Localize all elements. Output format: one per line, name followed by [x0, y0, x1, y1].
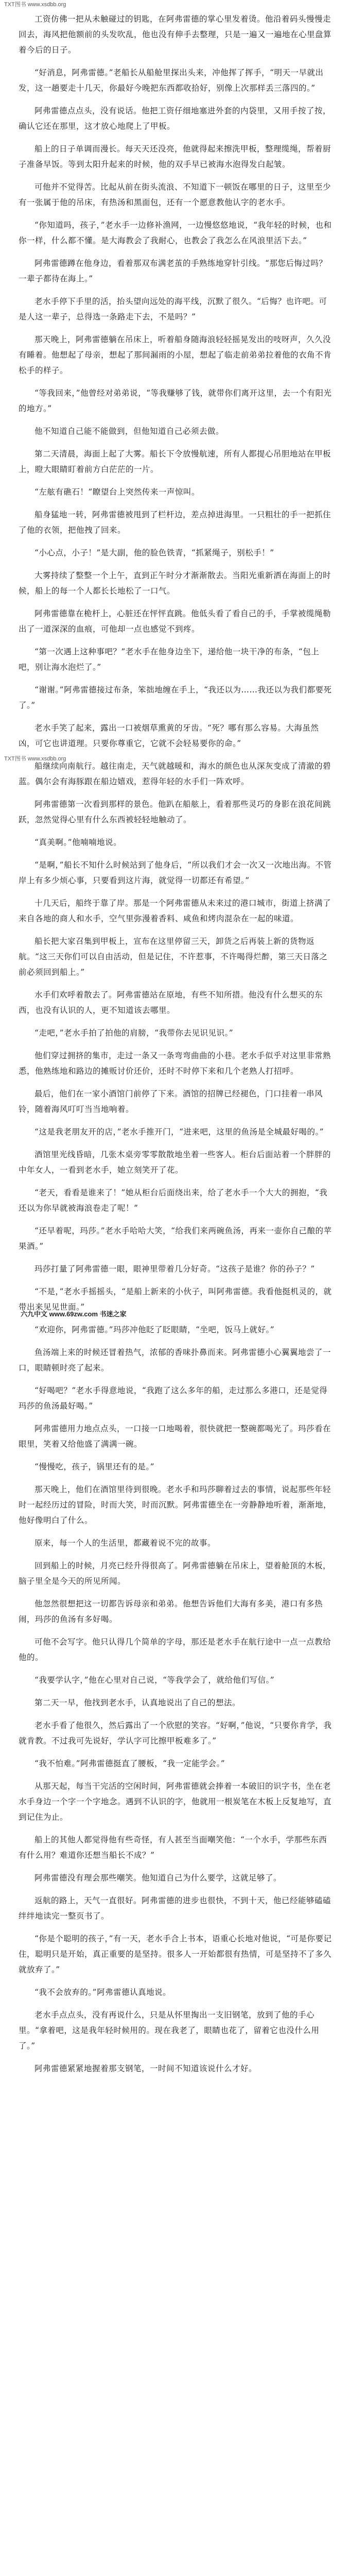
paragraph: “左舷有礁石！”瞭望台上突然传来一声惊叫。: [34, 487, 200, 497]
paragraph: 鱼汤端上来的时候还冒着热气，浓郁的香味扑鼻而来。阿弗雷德小心翼翼地尝了一口，眼睛顿时亮了起来。: [19, 1348, 331, 1372]
paragraph: 老水手停下手里的活，抬头望向远处的海平线，沉默了很久。“后悔？也许吧。可是人这一辈子，总得选一条路走下去，不是吗？”: [19, 297, 327, 321]
paragraph: 他忽然很想把这一切都告诉母亲和弟弟。他想告诉他们大海有多美，港口有多热闹，玛莎的鱼汤有多好喝。: [19, 1599, 323, 1624]
paragraph: 阿弗雷德靠在桅杆上，心脏还在怦怦直跳。他低头看了看自己的手，手掌被缆绳勒出了一道深深的血痕，可他却一点也感觉不到疼。: [19, 609, 331, 634]
paragraph: 老水手笑了起来，露出一口被烟草熏黄的牙齿。“死？哪有那么容易。大海虽然凶，可它也讲道理。只要你尊重它，它就不会轻易要你的命。”: [19, 723, 319, 748]
paragraph: 水手们欢呼着散去了。阿弗雷德站在原地，有些不知所措。他没有什么想买的东西，也没有认识的人，更不知道该去哪里。: [19, 990, 323, 1015]
paragraph: 阿弗雷德用力地点点头，一口接一口地喝着，很快就把一整碗都喝光了。玛莎看在眼里，笑着又给他盛了满满一碗。: [19, 1424, 331, 1449]
paragraph: “欢迎你，阿弗雷德。”玛莎冲他眨了眨眼睛，“坐吧，饭马上就好。”: [34, 1325, 275, 1334]
paragraph: 最后，他们在一家小酒馆门前停了下来。酒馆的招牌已经褪色，门口挂着一串风铃，随着海风叮叮当当地响着。: [19, 1089, 323, 1114]
paragraph: 第二天一早，他找到老水手，认真地说出了自己的想法。: [34, 1698, 241, 1707]
paragraph: “你是个聪明的孩子，”有一天，老水手合上书本，语重心长地对他说，“可是你要记住，聪明只是开始，真正重要的是坚持。很多人一开始都很有热情，可是坚持不了多久就放弃了。”: [19, 1934, 332, 1974]
paragraph: “是啊，”船长不知什么时候站到了他身后，“所以我们才会一次又一次地出海。不管岸上有多少烦心事，只要看到这片海，就觉得一切都还有希望。”: [19, 860, 332, 885]
paragraph: 船上的其他人都觉得他有些奇怪，有人甚至当面嘲笑他：“一个水手，学那些东西有什么用？难道你还想当船长不成？”: [19, 1835, 327, 1860]
paragraph: “慢慢吃，孩子，锅里还有的是。”: [34, 1462, 155, 1471]
paragraph: “你知道吗，孩子，”老水手一边修补渔网，一边慢悠悠地说，“我年轻的时候，也和你一样，什么都不懂。是大海教会了我耐心，也教会了我怎么在风浪里活下去。”: [19, 221, 332, 245]
paragraph: 可他并不觉得苦。比起从前在街头流浪、不知道下一顿饭在哪里的日子，这里至少有一张属于他的吊床，有热汤和黑面包，还有一个愿意教他认字的老水手。: [19, 182, 331, 207]
paragraph: “不是，”老水手摇摇头，“是船上新来的小伙子，叫阿弗雷德。我看他挺机灵的，就带出来见见世面。”: [19, 1287, 332, 1312]
paragraph: 船长把大家召集到甲板上，宣布在这里停留三天，卸货之后再装上新的货物返航。“这三天你们可以自由活动，但是记住，不许惹事，不许喝得烂醉，第三天日落之前必须回到船上。”: [19, 937, 328, 977]
paragraph: 原来，每一个人的生活里，都藏着说不完的故事。: [34, 1538, 216, 1548]
paragraph: 回到船上的时候，月亮已经升得很高了。阿弗雷德躺在吊床上，望着舱顶的木板，脑子里全是今天的所见所闻。: [19, 1561, 331, 1586]
paragraph: “第一次遇上这种事吧？”老水手在他身边坐下，递给他一块干净的布条，“包上吧，别让海水泡烂了。”: [19, 647, 320, 672]
paragraph: 他不知道自己能不能做到，但他知道自己必须去做。: [34, 427, 224, 436]
paragraph: 阿弗雷德第一次看到那样的景色。他趴在船舷上，看着那些灵巧的身影在浪花间跳跃，忽然觉得心里有什么东西被轻轻地触动了。: [19, 800, 331, 824]
site-banner: 六九中文 www.69zw.com 书迷之家: [21, 1310, 127, 1318]
paragraph: “我不会放弃的。”阿弗雷德认真地说。: [34, 1988, 171, 1997]
paragraph: 阿弗雷德紧紧地握着那支钢笔，一时间不知道该说什么才好。: [34, 2064, 257, 2073]
paragraph: 那天晚上，阿弗雷德躺在吊床上，听着船身随海浪轻轻摇晃发出的吱呀声，久久没有睡着。他想起了母亲，想起了那间漏雨的小屋，想起了临走前弟弟拉着他的衣角不肯松手的样子。: [19, 335, 332, 375]
paragraph: 玛莎打量了阿弗雷德一眼，眼神里带着几分好奇。“这孩子是谁？你的孙子？”: [34, 1264, 315, 1274]
paragraph: 阿弗雷德没有理会那些嘲笑。他知道自己为什么要学，这就足够了。: [34, 1873, 282, 1883]
paragraph: “等我回来，”他曾经对弟弟说，“等我赚够了钱，就带你们离开这里，去一个有阳光的地方。”: [19, 388, 332, 413]
paragraph: 船继续向南航行。越往南走，天气就越暖和，海水的颜色也从深灰变成了清澈的碧蓝。偶尔会有海豚跟在船边嬉戏，惹得年轻的水手们一阵欢呼。: [19, 761, 331, 786]
site-watermark-middle: TXT图书 www.xsdbb.org: [4, 756, 66, 762]
paragraph: “真美啊。”他喃喃地说。: [34, 838, 122, 847]
paragraph: 从那天起，每当干完活的空闲时间，阿弗雷德就会捧着一本破旧的识字书，坐在老水手身边一个字一个字地念。遇到不认识的字，他就用一根炭笔在木板上反复地写，直到记住为止。: [19, 1782, 332, 1822]
paragraph: “我不怕难。”阿弗雷德挺直了腰板，“我一定能学会。”: [34, 1759, 225, 1768]
paragraph: 十几天后，船终于靠了岸。那是一个阿弗雷德从未来过的港口城市，街道上挤满了来自各地的商人和水手，空气里弥漫着香料、咸鱼和烤肉混杂在一起的味道。: [19, 899, 331, 923]
paragraph: 阿弗雷德点点头，没有说话。他把工资仔细地塞进外套的内袋里，又用手按了按，确认它还在那里，这才放心地爬上了甲板。: [19, 106, 331, 131]
paragraph: 第二天清晨，海面上起了大雾。船长下令放慢航速，所有人都提心吊胆地站在甲板上，瞪大眼睛盯着前方白茫茫的一片。: [19, 449, 331, 474]
paragraph: 阿弗雷德蹲在他身边，看着那双布满老茧的手熟练地穿针引线。“那您后悔过吗？一辈子都待在海上。”: [19, 259, 327, 283]
paragraph: 大雾持续了整整一个上午，直到正午时分才渐渐散去。当阳光重新洒在海面上的时候，船上的每一个人都长长地松了一口气。: [19, 571, 331, 596]
paragraph: “走吧，”老水手拍了拍他的肩膀，“我带你去见识见识。”: [34, 1028, 234, 1038]
paragraph: 船上的日子单调而漫长。每天天还没亮，他就得起来擦洗甲板，整理缆绳，帮着厨子准备早饭。等到太阳升起来的时候，他的双手早已被海水泡得发白起皱。: [19, 144, 331, 169]
paragraph: “好喝吧？”老水手得意地说，“我跑了这么多年的船，走过那么多港口，还是觉得玛莎的鱼汤最好喝。”: [19, 1386, 328, 1411]
paragraph: 船身猛地一转，阿弗雷德被甩到了栏杆边，差点掉进海里。一只粗壮的手一把抓住了他的衣领，把他拽了回来。: [19, 510, 331, 535]
paragraph: 老水手点点头，没有再说什么，只是从怀里掏出一支旧钢笔，放到了他的手心里。“拿着吧，这是我年轻时候用的。现在我老了，眼睛也花了，留着它也没什么用了。”: [19, 2010, 320, 2050]
paragraph: 可他不会写字。他只认得几个简单的字母，那还是老水手在航行途中一点一点教给他的。: [19, 1637, 331, 1662]
paragraph: “还早着呢，玛莎。”老水手哈哈大笑，“给我们来两碗鱼汤，再来一壶你自己酿的苹果酒。”: [19, 1226, 332, 1251]
paragraph: “好消息，阿弗雷德。”老船长从船舱里探出头来，冲他挥了挥手，“明天一早就出发，这一趟要走十几天，你最好今晚把东西都收拾好，别像上次那样丢三落四的。”: [19, 68, 324, 93]
paragraph: “老天，看看是谁来了！”她从柜台后面绕出来，给了老水手一个大大的拥抱，“我还以为你早就被海浪卷走了呢！”: [19, 1188, 328, 1213]
site-watermark-top: TXT图书 www.xsdbb.org: [4, 2, 66, 8]
paragraph: “谢谢。”阿弗雷德接过布条，笨拙地缠在手上，“我还以为……我还以为我们都要死了。”: [19, 685, 332, 710]
paragraph: 工资仿佛一把从未触碰过的钥匙，在阿弗雷德的掌心里发着烫。他沿着码头慢慢走回去，海风把他额前的头发吹乱，他也没有伸手去整理，只是一遍又一遍地在心里盘算着今后的日子。: [19, 14, 332, 55]
paragraph: “小心点，小子！”是大副，他的脸色铁青，“抓紧绳子，别松手！”: [34, 548, 274, 557]
story-text: [19, 11, 334, 2083]
paragraph: 酒馆里光线昏暗，几张木桌旁零零散散地坐着一些客人。柜台后面站着一个胖胖的中年女人，一看到老水手，她立刻笑开了花。: [19, 1150, 331, 1175]
paragraph: “这是我老朋友开的店，”老水手推开门，“进来吧，这里的鱼汤是全城最好喝的。”: [34, 1127, 324, 1137]
paragraph: “我要学认字，”他在心里对自己说，“等我学会了，就给他们写信。”: [34, 1675, 275, 1685]
paragraph: 那天晚上，他们在酒馆里待到很晚。老水手和玛莎聊着过去的事情，说起那些年轻时一起经历过的冒险，时而大笑，时而沉默。阿弗雷德坐在一旁静静地听着，渐渐地，他好像明白了什么。: [19, 1485, 332, 1525]
paragraph: 返航的路上，天气一直很好。阿弗雷德的进步也很快，不到十天，他已经能够磕磕绊绊地读完一整页书了。: [19, 1896, 331, 1921]
paragraph: 老水手看了他很久，然后露出了一个欣慰的笑容。“好啊，”他说，“只要你肯学，我就肯教。不过我可先说好，学认字可比擦甲板难多了。”: [19, 1721, 332, 1745]
paragraph: 他们穿过拥挤的集市，走过一条又一条弯弯曲曲的小巷。老水手似乎对这里非常熟悉，他熟练地和路边的摊贩讨价还价，还时不时停下来和几个老熟人打招呼。: [19, 1051, 331, 1076]
